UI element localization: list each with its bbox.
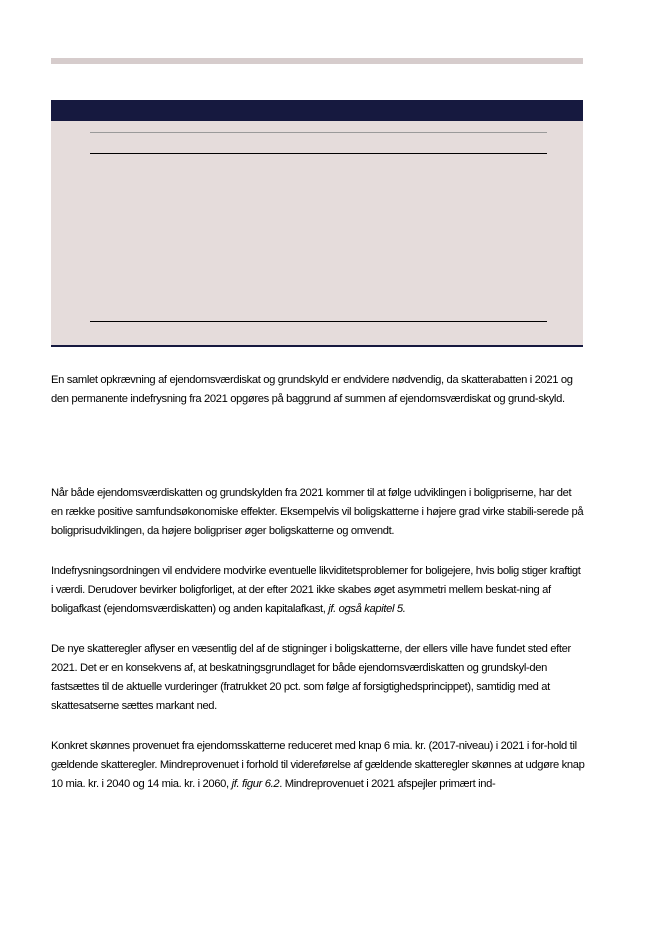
paragraph-3	[51, 562, 585, 619]
paragraph-text: En samlet opkrævning af ejendomsværdiskat og grundskyld er endvidere nødvendig, da skatterabatten i 2021 og den permanente indefrysning fra 2021 opgøres på baggrund af summen af ejendomsværdiskat og grund-skyld.	[51, 374, 573, 405]
figure-reference: jf. figur 6.2	[231, 778, 280, 790]
table-bottom-rule	[90, 321, 547, 322]
paragraph-text: Konkret skønnes provenuet fra ejendomsskatterne reduceret med knap 6 mia. kr. (2017-niveau) i 2021 i for-hold til gældende skatteregler. Mindreprovenuet i forhold til videreførelse af gældende skatteregler skønnes at udgøre knap 10 mia. kr. i 2040 og 14 mia. kr. i 2060,	[51, 740, 585, 790]
paragraph-text: Når både ejendomsværdiskatten og grundskylden fra 2021 kommer til at følge udviklingen i boligpriserne, har det en række positive samfundsøkonomiske effekter. Eksempelvis vil boligskatterne i højere grad virke stabili-serede på boligprisudviklingen, da højere boligpriser øger boligskatterne og omvendt.	[51, 487, 584, 537]
paragraph-5	[51, 737, 585, 794]
paragraph-1	[51, 371, 585, 409]
chapter-reference: jf. også kapitel 5.	[328, 603, 406, 615]
paragraph-text: De nye skatteregler aflyser en væsentlig del af de stigninger i boligskatterne, der ellers ville have fundet sted efter 2021. Det er en konsekvens af, at beskatningsgrundlaget for både ejendomsværdiskatten og grundskyl-den fastsættes til de aktuelle vurderinger (fratrukket 20 pct. som følge af forsigtighedsprincippet), samtidig med at skattesatserne sættes markant ned.	[51, 643, 571, 712]
paragraph-4	[51, 640, 585, 716]
top-decorative-rule	[51, 58, 583, 64]
paragraph-text: Indefrysningsordningen vil endvidere modvirke eventuelle likviditetsproblemer for boligejere, hvis bolig stiger kraftigt i værdi. Derudover bevirker boligforliget, at der efter 2021 ikke skabes øget asymmetri mellem beskat-ning af boligafkast (ejendomsværdiskatten) og anden kapitalafkast,	[51, 565, 581, 615]
table-header-rule	[90, 153, 547, 154]
paragraph-text-tail: . Mindreprovenuet i 2021 afspejler primært ind-	[279, 778, 496, 790]
box-header-bar	[51, 100, 583, 121]
box-bottom-border	[51, 345, 583, 347]
table-box	[51, 121, 583, 345]
paragraph-2	[51, 484, 585, 541]
table-top-rule	[90, 132, 547, 133]
